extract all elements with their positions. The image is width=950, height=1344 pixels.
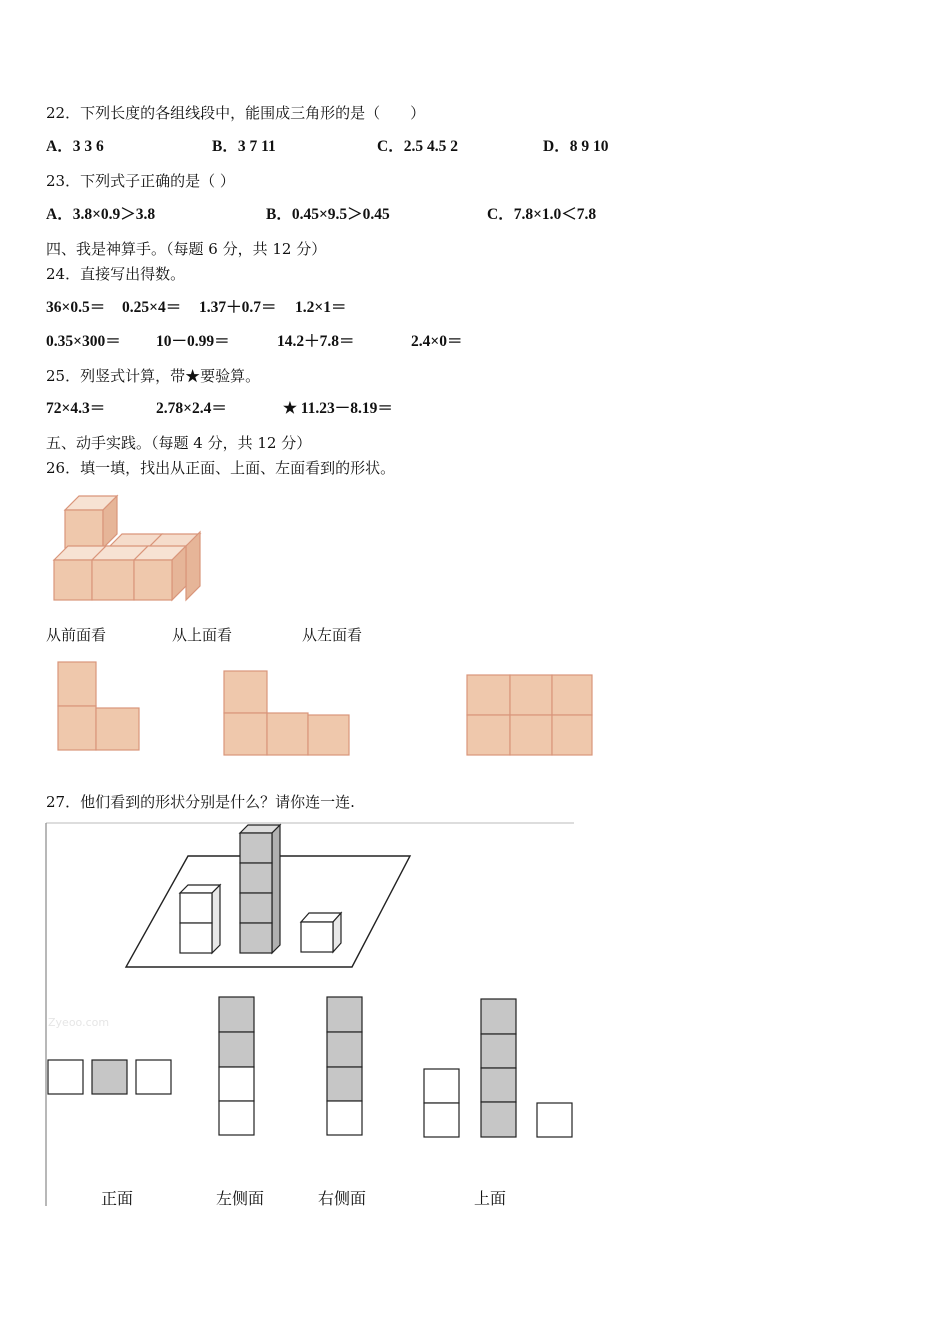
q22-option-d[interactable]: D．8 9 10	[543, 138, 609, 155]
q25-item: ★ 11.23－8.19＝	[283, 400, 393, 417]
q23-option-c[interactable]: C．7.8×1.0＜7.8	[487, 206, 597, 223]
q25-stem: 25．列竖式计算，带★要验算。	[46, 367, 261, 385]
view-left-label: 从左面看	[302, 626, 363, 644]
q24-item: 1.2×1＝	[295, 299, 347, 316]
view-shape-3	[465, 673, 595, 758]
q22-stem: 22．下列长度的各组线段中，能围成三角形的是（ ）	[46, 104, 426, 122]
watermark: Zyeoo.com	[48, 1016, 110, 1029]
q27-stem: 27．他们看到的形状分别是什么？请你连一连.	[46, 793, 355, 811]
caption-left-side: 左侧面	[216, 1189, 265, 1208]
q24-item: 36×0.5＝	[46, 299, 106, 316]
caption-top: 上面	[474, 1189, 507, 1208]
q24-item: 0.25×4＝	[122, 299, 182, 316]
caption-front: 正面	[101, 1189, 134, 1208]
q22-option-c[interactable]: C．2.5 4.5 2	[377, 138, 458, 155]
q24-item: 0.35×300＝	[46, 333, 121, 350]
view-shape-1	[56, 660, 146, 755]
q26-stem: 26．填一填，找出从正面、上面、左面看到的形状。	[46, 459, 396, 477]
q24-item: 10－0.99＝	[156, 333, 230, 350]
q24-stem: 24．直接写出得数。	[46, 265, 186, 283]
q25-item: 2.78×2.4＝	[156, 400, 227, 417]
caption-right-side: 右侧面	[318, 1189, 367, 1208]
q24-item: 14.2＋7.8＝	[277, 333, 355, 350]
q23-option-a[interactable]: A．3.8×0.9＞3.8	[46, 206, 156, 223]
q23-stem: 23．下列式子正确的是（ ）	[46, 172, 235, 190]
section5-title: 五、动手实践。（每题 4 分，共 12 分）	[46, 434, 312, 452]
q24-item: 1.37＋0.7＝	[199, 299, 277, 316]
section4-title: 四、我是神算手。（每题 6 分，共 12 分）	[46, 240, 327, 258]
q22-option-b[interactable]: B．3 7 11	[212, 138, 276, 155]
cube-stack-figure	[50, 490, 210, 605]
view-front-label: 从前面看	[46, 626, 107, 644]
view-top-label: 从上面看	[172, 626, 233, 644]
q23-option-b[interactable]: B．0.45×9.5＞0.45	[266, 206, 390, 223]
view-shape-2	[222, 670, 352, 760]
q25-item: 72×4.3＝	[46, 400, 106, 417]
q24-item: 2.4×0＝	[411, 333, 463, 350]
q22-option-a[interactable]: A．3 3 6	[46, 138, 104, 155]
q27-figure	[44, 821, 574, 1206]
